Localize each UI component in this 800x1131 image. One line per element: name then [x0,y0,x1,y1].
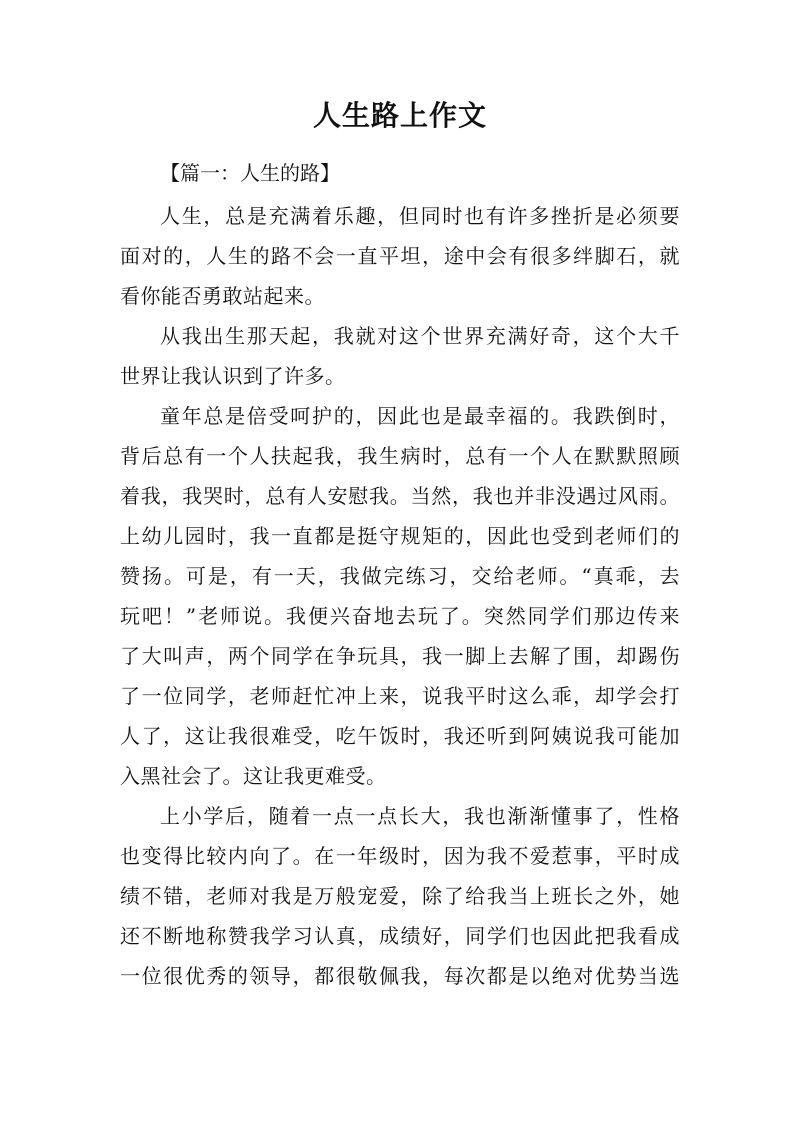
paragraph [120,196,680,316]
paragraph-line: 上幼儿园时，我一直都是挺守规矩的，因此也受到老师们的 [120,524,680,548]
paragraph-line: 人了，这让我很难受，吃午饭时，我还听到阿姨说我可能加 [120,724,680,748]
paragraph [120,316,680,396]
paragraph-line: 入黑社会了。这让我更难受。 [120,764,387,788]
document-body [120,196,680,996]
paragraph-line: 人生，总是充满着乐趣，但同时也有许多挫折是必须要 [160,204,680,228]
paragraph-line: 也变得比较内向了。在一年级时，因为我不爱惹事，平时成 [120,844,680,868]
document-title: 人生路上作文 [312,99,487,132]
paragraph-line: 还不断地称赞我学习认真，成绩好，同学们也因此把我看成 [120,924,680,948]
paragraph-line: 绩不错，老师对我是万般宠爱，除了给我当上班长之外，她 [120,884,680,908]
paragraph-line: 看你能否勇敢站起来。 [120,284,325,308]
paragraph [120,796,680,996]
paragraph [120,396,680,796]
paragraph-line: 世界让我认识到了许多。 [120,364,346,388]
section-heading: 【篇一：人生的路】 [160,161,340,185]
paragraph-line: 童年总是倍受呵护的，因此也是最幸福的。我跌倒时， [160,404,680,428]
paragraph-line: 背后总有一个人扶起我，我生病时，总有一个人在默默照顾 [120,444,680,468]
paragraph-line: 一位很优秀的领导，都很敬佩我，每次都是以绝对优势当选 [120,964,680,988]
paragraph-line: 玩吧！”老师说。我便兴奋地去玩了。突然同学们那边传来 [120,604,680,628]
paragraph-line: 面对的，人生的路不会一直平坦，途中会有很多绊脚石，就 [120,244,680,268]
paragraph-line: 上小学后，随着一点一点长大，我也渐渐懂事了，性格 [160,804,680,828]
paragraph-line: 赞扬。可是，有一天，我做完练习，交给老师。“真乖，去 [120,564,680,588]
paragraph-line: 着我，我哭时，总有人安慰我。当然，我也并非没遇过风雨。 [120,484,680,508]
paragraph-line: 了大叫声，两个同学在争玩具，我一脚上去解了围，却踢伤 [120,644,680,668]
paragraph-line: 从我出生那天起，我就对这个世界充满好奇，这个大千 [160,324,680,348]
paragraph-line: 了一位同学，老师赶忙冲上来，说我平时这么乖，却学会打 [120,684,680,708]
